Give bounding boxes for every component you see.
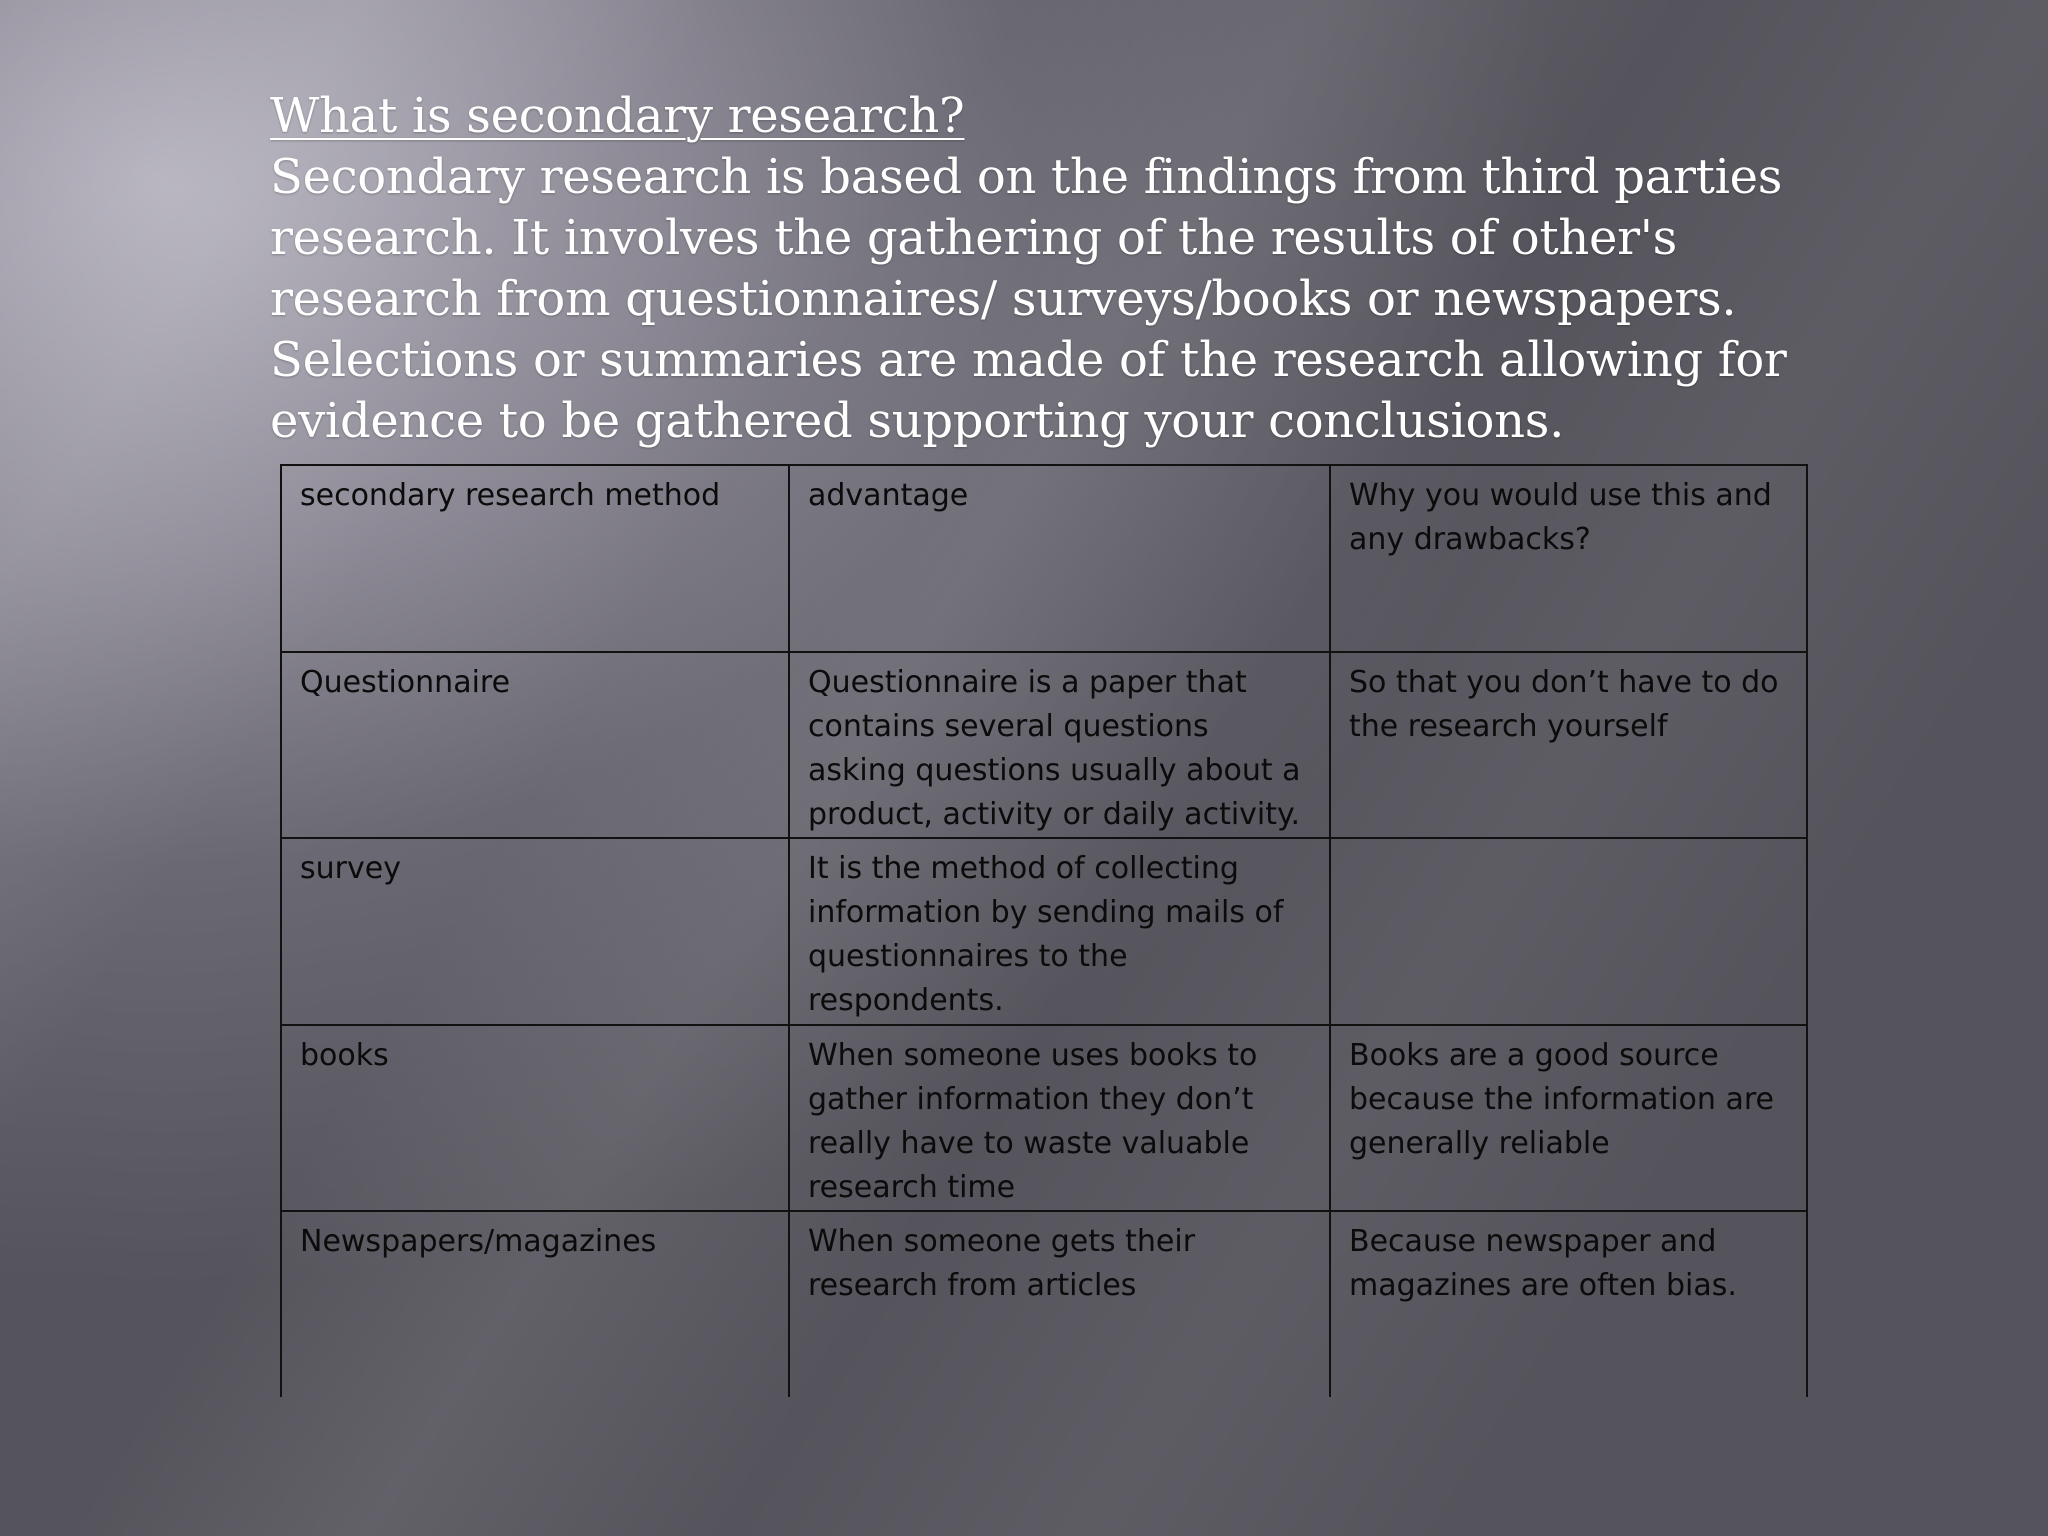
table-cell-why xyxy=(1330,838,1807,1025)
table-cell-advantage: Questionnaire is a paper that contains several questions asking questions usually about a product, activity or daily activity. xyxy=(789,652,1330,838)
research-methods-table xyxy=(280,464,1808,1397)
intro-paragraph: Secondary research is based on the findings from third parties research. It involves the gathering of the results of other's research from questionnaires/ surveys/books or newspapers. Selections or summaries are made of the research allowing for evidence to be gathered supporting your conclusions. xyxy=(270,149,1787,449)
table-cell-advantage: It is the method of collecting information by sending mails of questionnaires to the respondents. xyxy=(789,838,1330,1025)
table-header-row xyxy=(281,465,1807,652)
header-advantage: advantage xyxy=(789,465,1330,652)
intro-text-block xyxy=(270,86,1830,452)
header-why: Why you would use this and any drawbacks? xyxy=(1330,465,1807,652)
table-cell-method: books xyxy=(281,1025,789,1211)
table-cell-method: Questionnaire xyxy=(281,652,789,838)
table-row xyxy=(281,838,1807,1025)
table-cell-method: Newspapers/magazines xyxy=(281,1211,789,1397)
header-method: secondary research method xyxy=(281,465,789,652)
table-cell-advantage: When someone gets their research from articles xyxy=(789,1211,1330,1397)
table-cell-why: Because newspaper and magazines are often bias. xyxy=(1330,1211,1807,1397)
table-cell-why: So that you don’t have to do the research yourself xyxy=(1330,652,1807,838)
table-cell-advantage: When someone uses books to gather information they don’t really have to waste valuable research time xyxy=(789,1025,1330,1211)
slide-heading: What is secondary research? xyxy=(270,88,965,144)
table-row xyxy=(281,652,1807,838)
table-cell-why: Books are a good source because the information are generally reliable xyxy=(1330,1025,1807,1211)
table-row xyxy=(281,1211,1807,1397)
table-row xyxy=(281,1025,1807,1211)
table-cell-method: survey xyxy=(281,838,789,1025)
